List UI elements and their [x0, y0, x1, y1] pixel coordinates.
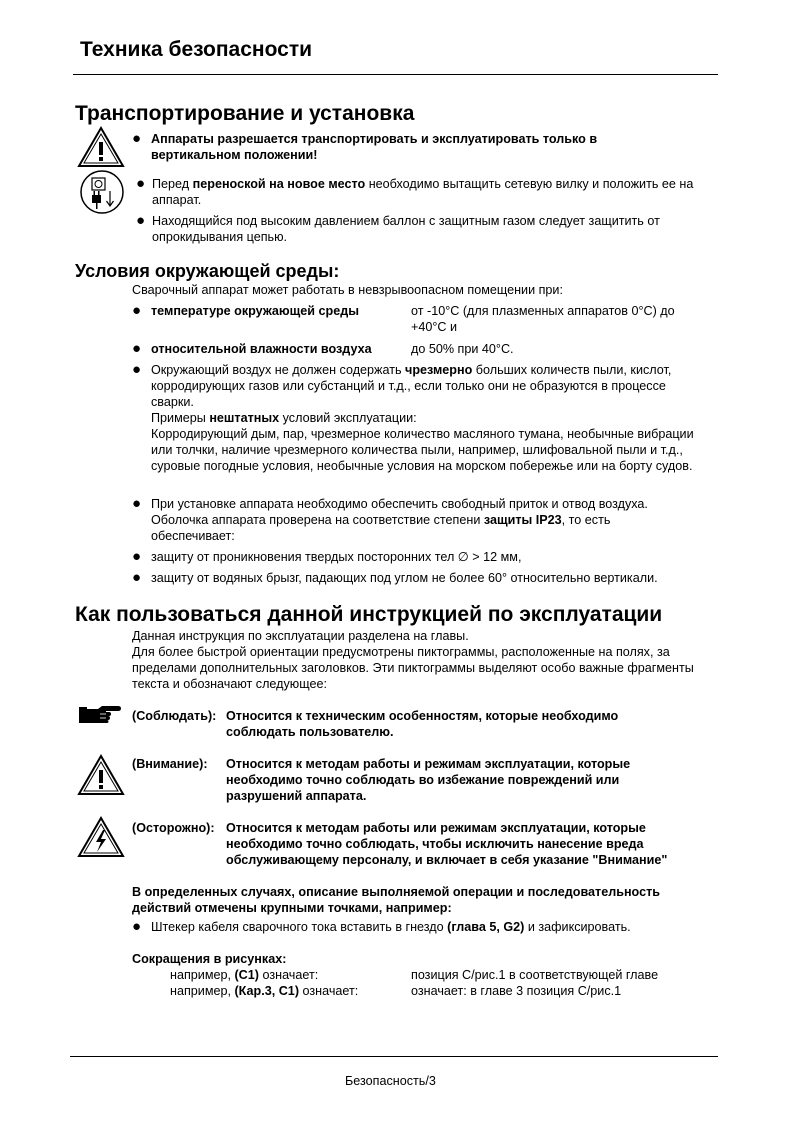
- unplug-icon: [79, 169, 125, 215]
- page-number: Безопасность/3: [345, 1074, 436, 1088]
- bullet: ●: [132, 340, 142, 357]
- manual-heading: Как пользоваться данной инструкцией по эксплуатации: [75, 603, 663, 626]
- transport-heading: Транспортирование и установка: [75, 102, 415, 125]
- bullet: ●: [132, 495, 142, 512]
- bullet: ●: [132, 302, 142, 319]
- high-voltage-icon: [76, 815, 126, 859]
- abbr-heading: Сокращения в рисунках:: [132, 952, 287, 966]
- manual-intro-2: Для более быстрой ориентации предусмотрены пиктограммы, расположенные на полях, за пределами дополнительных заголовков. Эти пиктограммы выделяют особо важные фрагменты текста и обозначают следующее:: [132, 645, 694, 691]
- attention-text: Относится к методам работы и режимам эксплуатации, которые необходимо точно соблюдать во избежание повреждений или разрушений аппарата.: [226, 757, 631, 803]
- observe-text: Относится к техническим особенностям, которые необходимо соблюдать пользователю.: [226, 709, 619, 739]
- warning-triangle-icon: [76, 753, 126, 797]
- env-examples-title: Примеры нештатных условий эксплуатации:: [151, 411, 417, 425]
- transport-item-gas: Находящийся под высоким давлением баллон с защитным газом следует защитить от опрокидывания цепью.: [152, 214, 660, 244]
- env-install-text: При установке аппарата необходимо обеспечить свободный приток и отвод воздуха. Оболочка аппарата проверена на соответствие степени защиты IP23, то есть обеспечивает:: [151, 497, 648, 543]
- caution-label: (Осторожно):: [132, 821, 215, 835]
- env-intro: Сварочный аппарат может работать в невзрывоопасном помещении при:: [132, 283, 563, 297]
- abbr-value-2: означает: в главе 3 позиция С/рис.1: [411, 984, 622, 998]
- bullet: ●: [132, 361, 142, 378]
- env-examples-text: Корродирующий дым, пар, чрезмерное количество масляного тумана, необычные вибрации или толчки, наличие чрезмерного количества пыли, например, шлифовальной пыли и т.д., суровые погодные условия, необычные условия на морском побережье или на борту судов.: [151, 427, 694, 473]
- env-heading: Условия окружающей среды:: [75, 261, 340, 281]
- bullet: ●: [132, 569, 142, 586]
- steps-intro: В определенных случаях, описание выполняемой операции и последовательность действий отмечены крупными точками, например:: [132, 885, 660, 915]
- transport-item-vertical: Аппараты разрешается транспортировать и эксплуатировать только в вертикальном положении!: [151, 132, 598, 162]
- step-example: Штекер кабеля сварочного тока вставить в гнездо (глава 5, G2) и зафиксировать.: [151, 920, 631, 934]
- warning-triangle-icon: [76, 125, 126, 169]
- env-water-protection: защиту от водяных брызг, падающих под углом не более 60° относительно вертикали.: [151, 571, 658, 585]
- bullet: ●: [136, 175, 146, 192]
- abbr-example-2: например, (Кар.3, С1) означает:: [170, 984, 359, 998]
- attention-label: (Внимание):: [132, 757, 208, 771]
- header-divider: [73, 74, 718, 75]
- observe-label: (Соблюдать):: [132, 709, 217, 723]
- env-humidity-label: относительной влажности воздуха: [151, 342, 372, 356]
- env-solid-protection: защиту от проникновения твердых посторонних тел ∅ > 12 мм,: [151, 550, 522, 564]
- page-title: Техника безопасности: [80, 38, 313, 61]
- env-humidity-value: до 50% при 40°С.: [411, 342, 514, 356]
- pointing-hand-icon: [78, 703, 122, 725]
- bullet: ●: [132, 130, 142, 147]
- abbr-example-1: например, (С1) означает:: [170, 968, 319, 982]
- footer-divider: [70, 1056, 718, 1057]
- env-air-text: Окружающий воздух не должен содержать чрезмерно больших количеств пыли, кислот, корродирующих газов или субстанций и т.д., если только они не образуются в процессе сварки.: [151, 363, 672, 409]
- transport-item-unplug: Перед переноской на новое место необходимо вытащить сетевую вилку и положить ее на аппарат.: [152, 177, 694, 207]
- bullet: ●: [136, 212, 146, 229]
- abbr-value-1: позиция С/рис.1 в соответствующей главе: [411, 968, 659, 982]
- bullet: ●: [132, 548, 142, 565]
- bullet: ●: [132, 918, 142, 935]
- env-temp-value: от -10°С (для плазменных аппаратов 0°С) до +40°С и: [411, 304, 675, 334]
- caution-text: Относится к методам работы или режимам эксплуатации, которые необходимо точно соблюдать, чтобы исключить нанесение вреда обслуживающему персоналу, и включает в себя указание "Внимание": [226, 821, 668, 867]
- manual-intro-1: Данная инструкция по эксплуатации разделена на главы.: [132, 629, 469, 643]
- env-temp-label: температуре окружающей среды: [151, 304, 359, 318]
